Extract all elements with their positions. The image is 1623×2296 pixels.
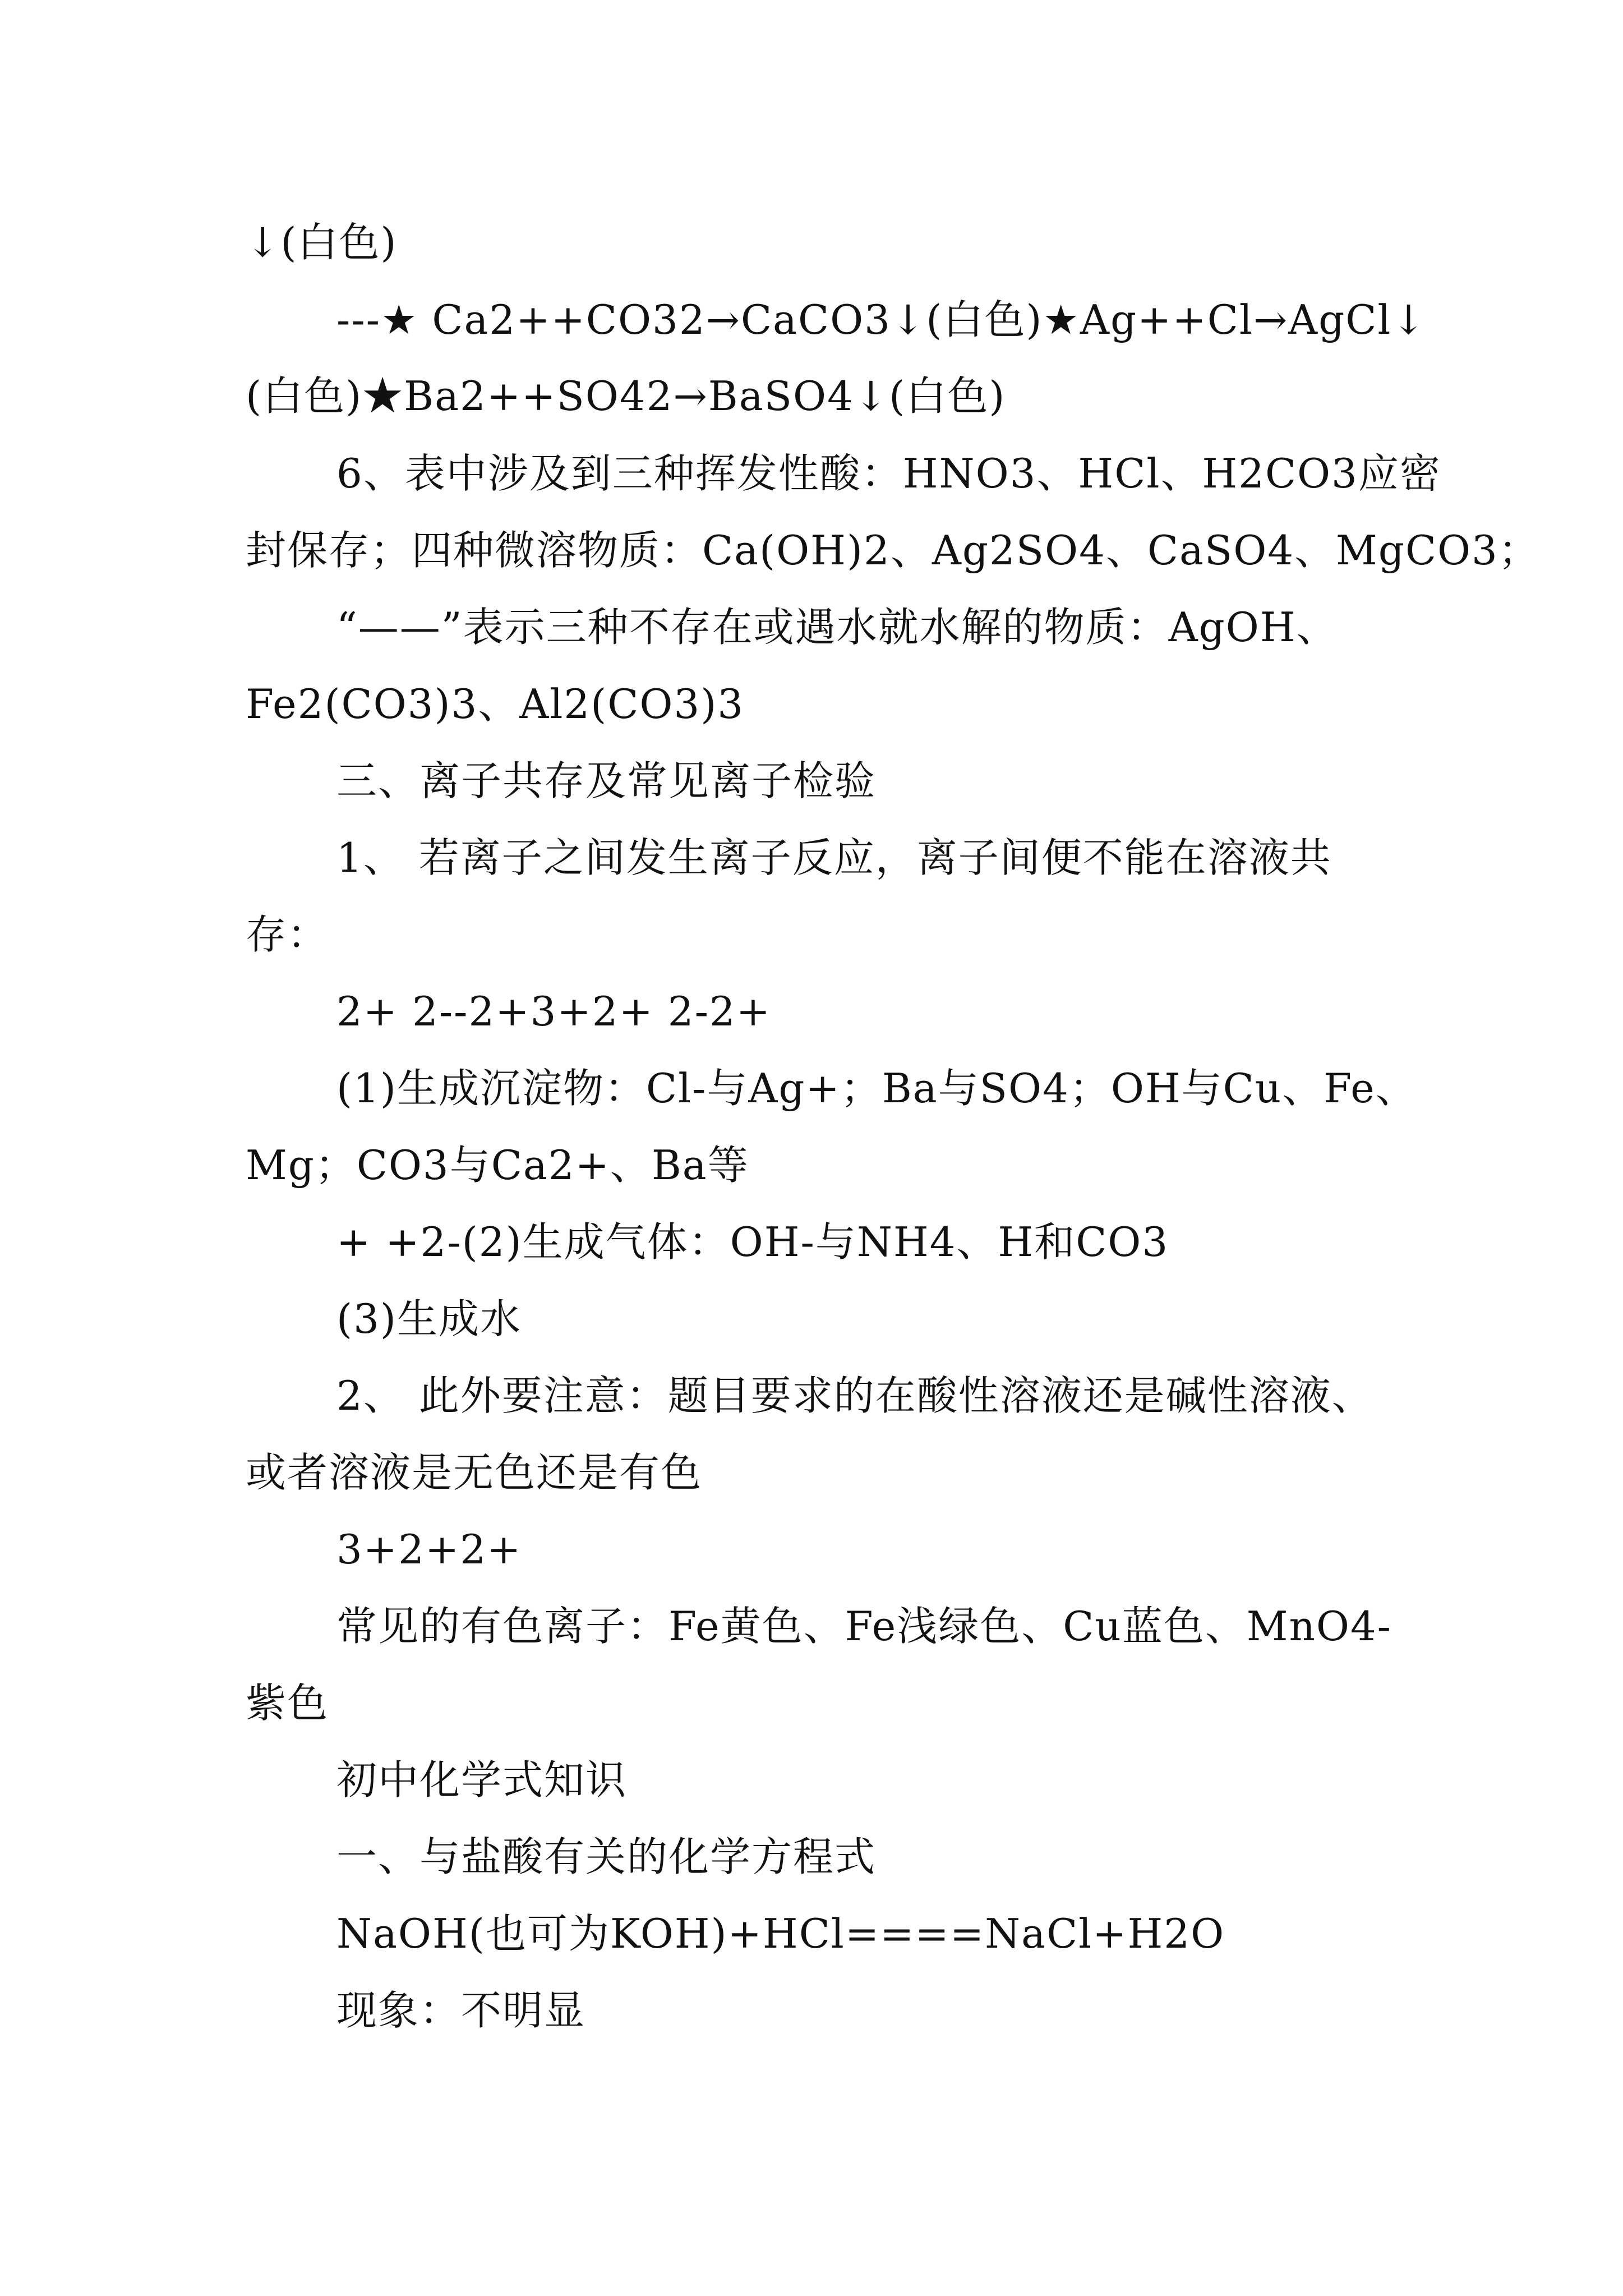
text-line: Mg；CO3与Ca2+、Ba等 [246, 1142, 749, 1189]
superscript-line: 3+2+2+ [336, 1526, 522, 1573]
section-heading: 三、离子共存及常见离子检验 [336, 757, 877, 804]
section-heading: 初中化学式知识 [336, 1756, 628, 1803]
text-line: 或者溶液是无色还是有色 [246, 1449, 703, 1496]
text-line: ↓(白色) [246, 219, 398, 266]
text-line: (1)生成沉淀物：Cl-与Ag+；Ba与SO4；OH与Cu、Fe、 [336, 1065, 1417, 1112]
text-line: 6、表中涉及到三种挥发性酸：HNO3、HCl、H2CO3应密 [336, 450, 1441, 497]
text-line: 封保存；四种微溶物质：Ca(OH)2、Ag2SO4、CaSO4、MgCO3； [246, 527, 1540, 574]
section-heading: 一、与盐酸有关的化学方程式 [336, 1833, 877, 1880]
text-line: (3)生成水 [336, 1295, 522, 1342]
text-line: 2、 此外要注意：题目要求的在酸性溶液还是碱性溶液、 [336, 1372, 1373, 1419]
text-line: (白色)★Ba2++SO42→BaSO4↓(白色) [246, 372, 1006, 420]
equation-line: NaOH(也可为KOH)+HCl====NaCl+H2O [336, 1910, 1225, 1957]
text-line: Fe2(CO3)3、Al2(CO3)3 [246, 680, 745, 728]
text-line: 存： [246, 911, 329, 958]
text-line: ---★ Ca2++CO32→CaCO3↓(白色)★Ag++Cl→AgCl↓ [336, 296, 1427, 343]
text-line: 紫色 [246, 1680, 329, 1727]
text-line: 常见的有色离子：Fe黄色、Fe浅绿色、Cu蓝色、MnO4- [336, 1603, 1392, 1650]
text-line: + +2-(2)生成气体：OH-与NH4、H和CO3 [336, 1218, 1169, 1266]
text-line: 1、 若离子之间发生离子反应，离子间便不能在溶液共 [336, 834, 1332, 881]
text-line: “——”表示三种不存在或遇水就水解的物质：AgOH、 [336, 604, 1338, 651]
superscript-line: 2+ 2--2+3+2+ 2-2+ [336, 988, 772, 1035]
text-line: 现象：不明显 [336, 1987, 586, 2034]
